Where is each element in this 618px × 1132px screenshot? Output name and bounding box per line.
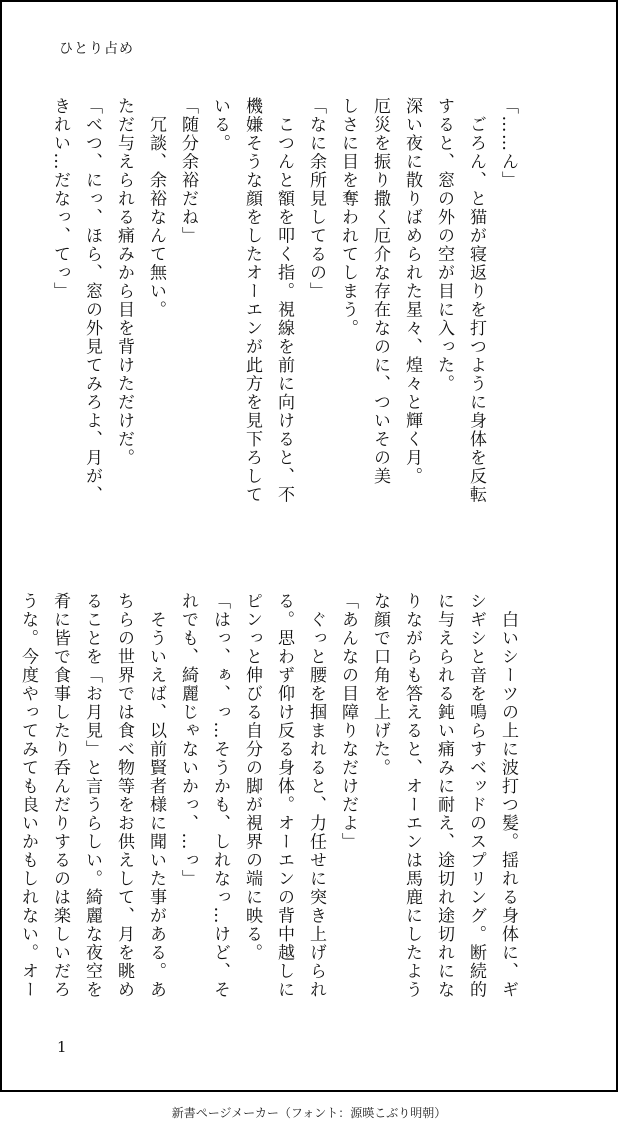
text-line: 白いシーツの上に波打つ髪。揺れる身体に、ギ <box>498 592 518 999</box>
text-line: 「はっ、ぁ、っ…そうかも、しれなっ…けど、そ <box>210 592 230 999</box>
text-line: れでも、綺麗じゃないかっ、…っ」 <box>178 592 198 888</box>
text-line: りながらも答えると、オーエンは馬鹿にしたよう <box>402 592 422 999</box>
text-line: ることを「お月見」と言うらしい。綺麗な夜空を <box>82 592 102 999</box>
text-line: そういえば、以前賢者様に聞いた事がある。あ <box>146 592 166 999</box>
text-line: な顔で口角を上げた。 <box>370 592 390 777</box>
text-line: 冗談、余裕なんて無い。 <box>146 97 166 319</box>
text-block-upper <box>44 97 524 537</box>
text-line: ピンっと伸びる自分の脚が視界の端に映る。 <box>242 592 262 962</box>
text-line: こつんと額を叩く指。視線を前に向けると、不 <box>274 97 294 504</box>
text-line: 厄災を振り撒く厄介な存在なのに、ついその美 <box>370 97 390 486</box>
text-line: ちらの世界では食べ物等をお供えして、月を眺め <box>114 592 134 999</box>
text-line: 「……ん」 <box>498 97 518 190</box>
text-line: 機嫌そうな顔をしたオーエンが此方を見下ろして <box>242 97 262 504</box>
text-line: ただ与えられる痛みから目を背けただけだ。 <box>114 97 134 467</box>
text-line: 深い夜に散りばめられた星々、煌々と輝く月。 <box>402 97 422 486</box>
document-title: ひとり占め <box>59 41 134 57</box>
text-line: に与えられる鈍い痛みに耐え、途切れ途切れにな <box>434 592 454 999</box>
footer-credit: 新書ページメーカー（フォント：源暎こぶり明朝） <box>171 1106 447 1120</box>
text-line: 肴に皆で食事したり呑んだりするのは楽しいだろ <box>50 592 70 999</box>
text-line: ごろん、と猫が寝返りを打つように身体を反転 <box>466 97 486 504</box>
text-line: ぐっと腰を掴まれると、力任せに突き上げられ <box>306 592 326 999</box>
text-line: る。思わず仰け反る身体。オーエンの背中越しに <box>274 592 294 999</box>
text-line: すると、窓の外の空が目に入った。 <box>434 97 454 393</box>
text-line: 「あんなの目障りなだけだよ」 <box>338 592 358 851</box>
text-line: きれい…だなっ、てっ」 <box>50 97 70 301</box>
text-line: 「なに余所見してるの」 <box>306 97 326 301</box>
text-block-lower <box>12 592 524 1012</box>
text-line: シギシと音を鳴らすベッドのスプリング。断続的 <box>466 592 486 999</box>
text-line: うな。今度やってみても良いかもしれない。オー <box>18 592 38 999</box>
page-number: 1 <box>57 1038 67 1056</box>
text-line: 「随分余裕だね」 <box>178 97 198 245</box>
text-line: しさに目を奪われてしまう。 <box>338 97 358 338</box>
text-line: 「べつ、にっ、ほら、窓の外見てみろよ、月が、 <box>82 97 102 504</box>
text-line: いる。 <box>210 97 230 153</box>
